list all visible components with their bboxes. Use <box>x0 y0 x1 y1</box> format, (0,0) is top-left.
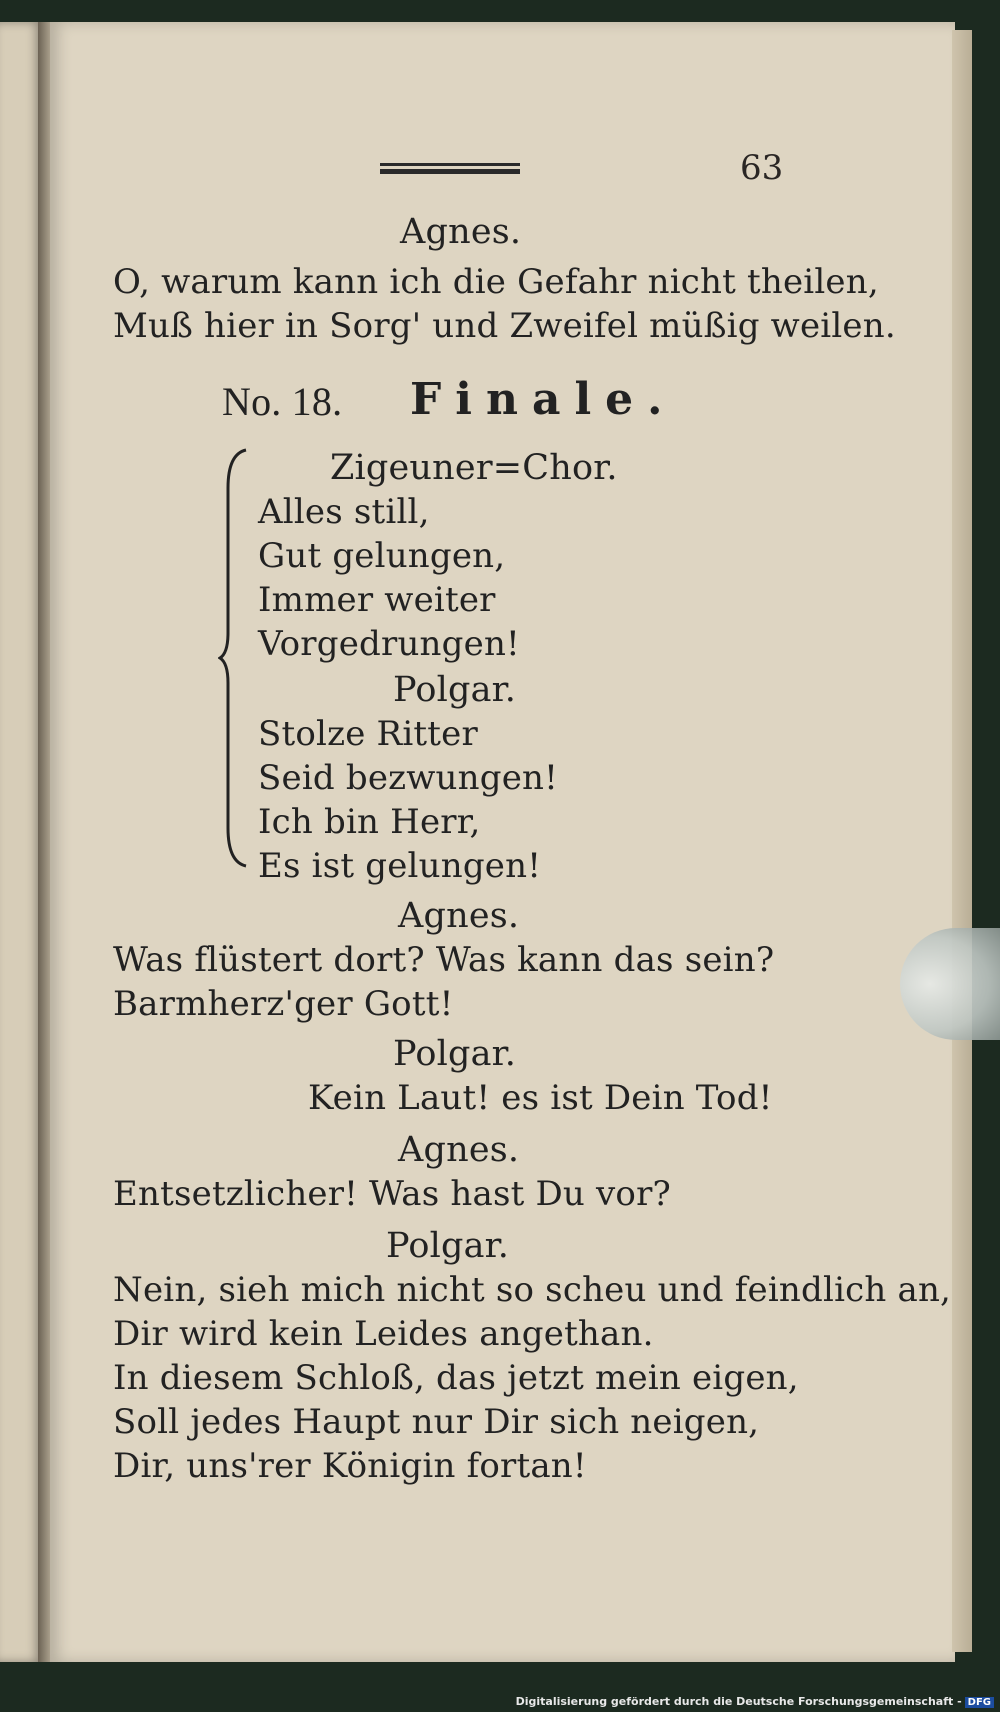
speaker-polgar: Polgar. <box>393 1034 517 1074</box>
verse-line: Dir wird kein Leides angethan. <box>113 1314 654 1354</box>
speaker-chorus: Zigeuner=Chor. <box>330 448 618 488</box>
speaker-agnes: Agnes. <box>398 896 520 936</box>
verse-line: Barmherz'ger Gott! <box>113 984 454 1024</box>
page-number: 63 <box>740 148 784 188</box>
footer-text: Digitalisierung gefördert durch die Deutsche Forschungsgemeinschaft - <box>515 1695 962 1708</box>
verse-line: Es ist gelungen! <box>258 846 542 886</box>
brace-icon <box>218 448 248 868</box>
verse-line: Nein, sieh mich nicht so scheu und feindlich an, <box>113 1270 952 1310</box>
verse-line: Entsetzlicher! Was hast Du vor? <box>113 1174 671 1214</box>
verse-line: In diesem Schloß, das jetzt mein eigen, <box>113 1358 799 1398</box>
speaker-agnes: Agnes. <box>400 212 522 252</box>
dfg-logo: DFG <box>965 1697 994 1708</box>
speaker-polgar: Polgar. <box>386 1226 510 1266</box>
verse-line: Was flüstert dort? Was kann das sein? <box>113 940 775 980</box>
verse-line: Ich bin Herr, <box>258 802 481 842</box>
footer-credit <box>516 1695 994 1708</box>
verse-line: Gut gelungen, <box>258 536 506 576</box>
verse-line: Seid bezwungen! <box>258 758 559 798</box>
verse-line: Immer weiter <box>258 580 496 620</box>
section-title: Finale. <box>410 374 677 425</box>
verse-line: O, warum kann ich die Gefahr nicht theilen, <box>113 262 879 302</box>
verse-line: Kein Laut! es ist Dein Tod! <box>308 1078 773 1118</box>
verse-line: Alles still, <box>258 492 430 532</box>
page-clip <box>900 928 1000 1040</box>
number-heading: No. 18. <box>222 379 343 424</box>
verse-line: Muß hier in Sorg' und Zweifel müßig weilen. <box>113 306 896 346</box>
speaker-agnes: Agnes. <box>398 1130 520 1170</box>
verse-line: Stolze Ritter <box>258 714 478 754</box>
verse-line: Dir, uns'rer Königin fortan! <box>113 1446 587 1486</box>
speaker-polgar: Polgar. <box>393 670 517 710</box>
verse-line: Soll jedes Haupt nur Dir sich neigen, <box>113 1402 760 1442</box>
header-rule <box>380 163 520 177</box>
previous-page-edge <box>0 22 42 1662</box>
verse-line: Vorgedrungen! <box>258 624 520 664</box>
page-stack-edge <box>952 30 972 1652</box>
